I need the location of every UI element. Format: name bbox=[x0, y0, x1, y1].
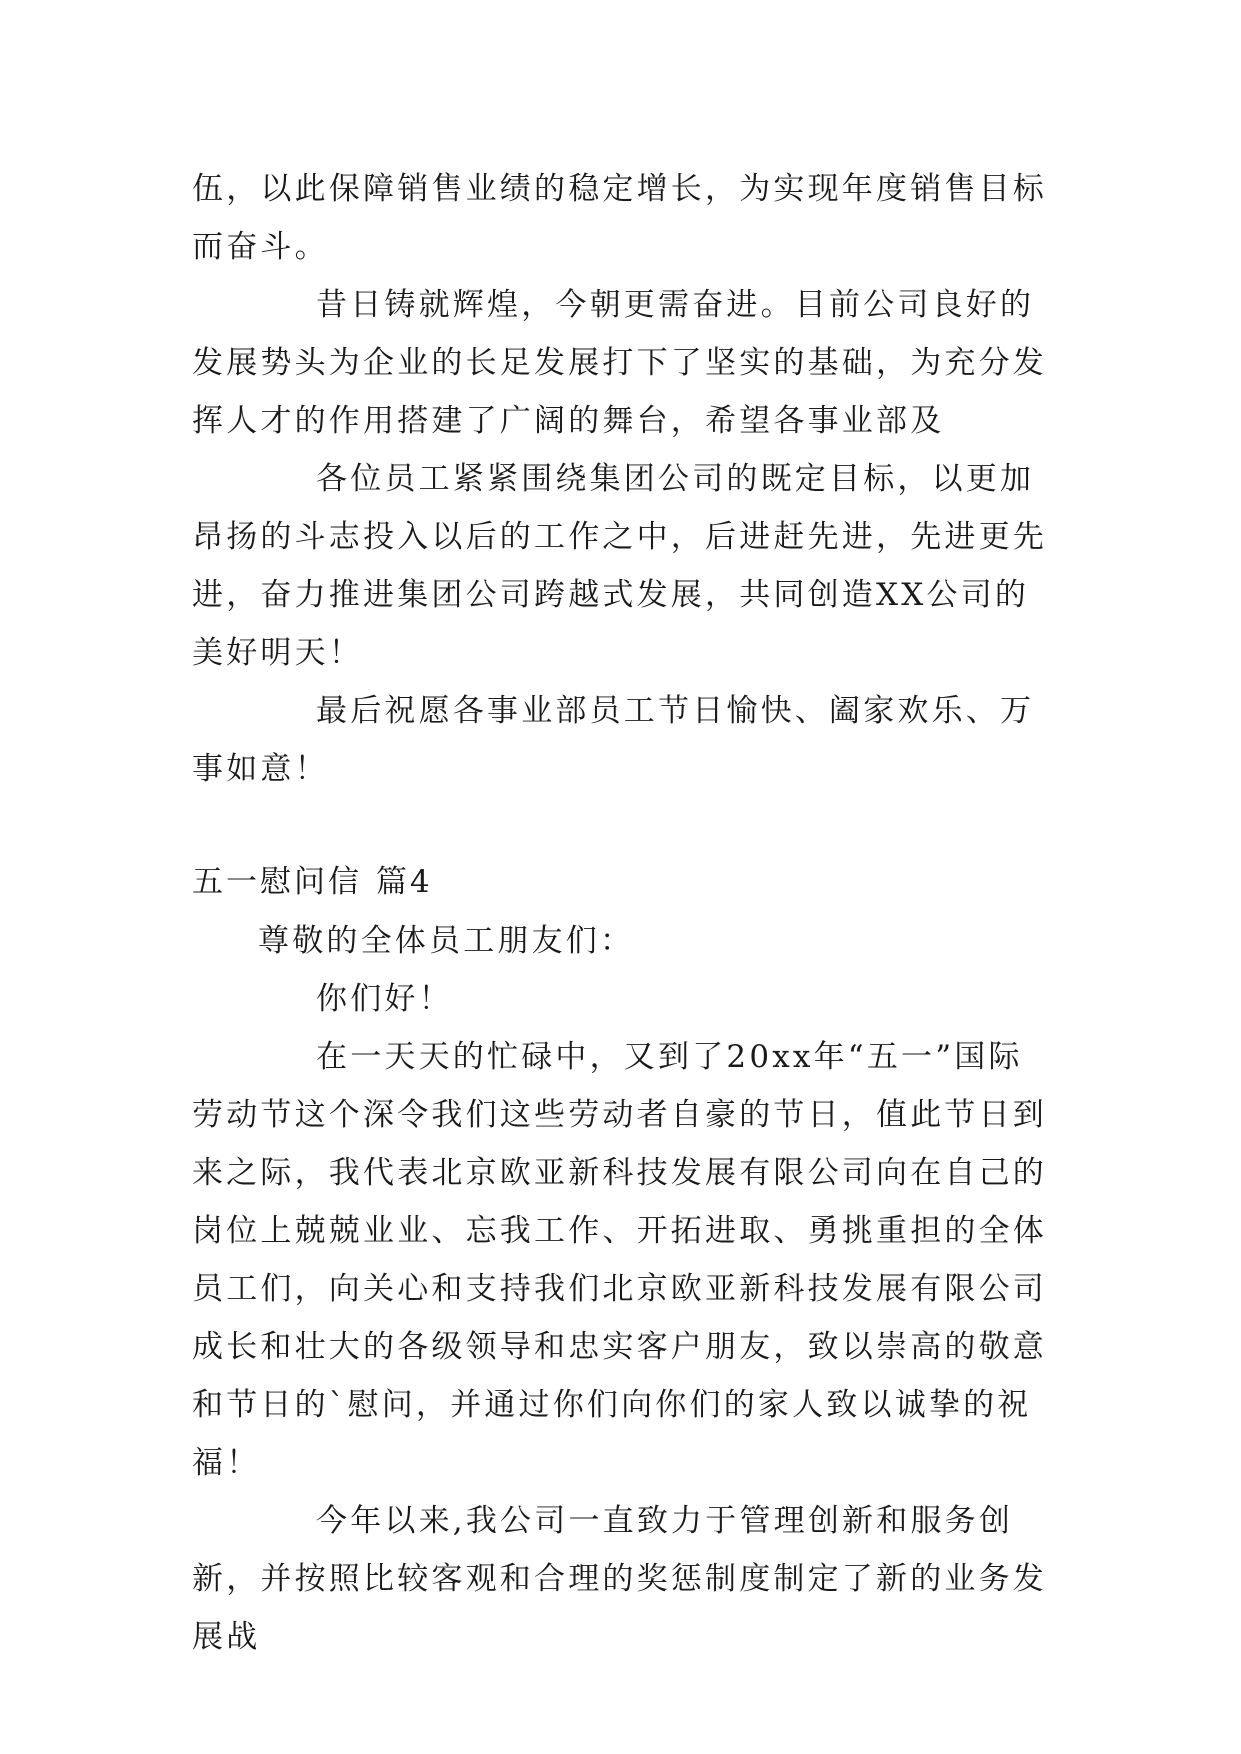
section-heading bbox=[192, 862, 433, 902]
greeting: 你们好！ bbox=[316, 981, 453, 1017]
paragraph: 各位员工紧紧围绕集团公司的既定目标，以更加昂扬的斗志投入以后的工作之中，后进赶先进，先进更先进，奋力推进集团公司跨越式发展，共同创造XX公司的美好明天！ bbox=[192, 461, 1047, 671]
paragraph: 今年以来,我公司一直致力于管理创新和服务创新，并按照比较客观和合理的奖惩制度制定了新的业务发展战 bbox=[192, 1503, 1047, 1655]
paragraph: 伍，以此保障销售业绩的稳定增长，为实现年度销售目标而奋斗。 bbox=[192, 171, 1047, 265]
paragraph: 在一天天的忙碌中，又到了20xx年“五一”国际劳动节这个深令我们这些劳动者自豪的节日，值此节日到来之际，我代表北京欧亚新科技发展有限公司向在自己的岗位上兢兢业业、忘我工作、开拓进取、勇挑重担的全体员工们，向关心和支持我们北京欧亚新科技发展有限公司成长和壮大的各级领导和忠实客户朋友，致以崇高的敬意和节日的`慰问，并通过你们向你们的家人致以诚挚的祝福！ bbox=[192, 1039, 1047, 1481]
letter-body-section-1 bbox=[192, 160, 1054, 798]
heading-part-number: 篇4 bbox=[376, 864, 433, 900]
letter-body-section-2 bbox=[192, 912, 1054, 1666]
salutation: 尊敬的全体员工朋友们： bbox=[258, 923, 635, 959]
paragraph: 最后祝愿各事业部员工节日愉快、阖家欢乐、万事如意！ bbox=[192, 693, 1035, 787]
heading-title: 五一慰问信 bbox=[192, 864, 362, 900]
paragraph: 昔日铸就辉煌，今朝更需奋进。目前公司良好的发展势头为企业的长足发展打下了坚实的基础，为充分发挥人才的作用搭建了广阔的舞台，希望各事业部及 bbox=[192, 287, 1047, 439]
